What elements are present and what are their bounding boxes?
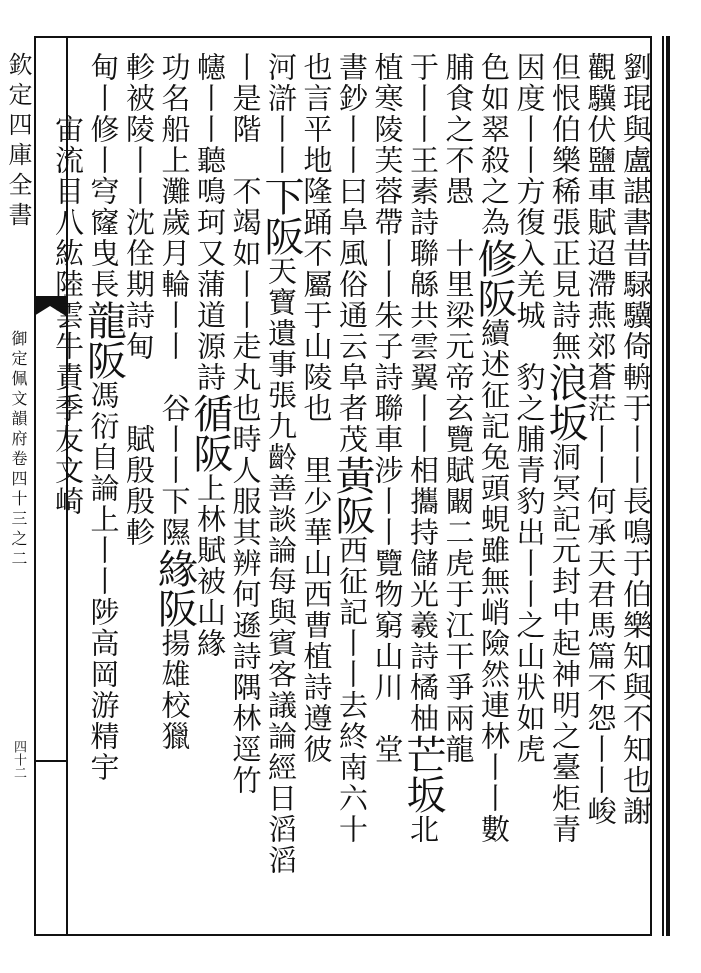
chapter-label: 御定佩文韻府卷四十三之二 <box>9 330 28 570</box>
text-column <box>258 52 304 876</box>
text-segment <box>300 424 334 455</box>
text-segment <box>51 52 85 83</box>
headword: 龍阪 <box>80 300 127 380</box>
text-segment: 不竭如丨丨走丸也時人服其辨何遜詩隅林逕竹 <box>228 176 263 796</box>
text-segment <box>158 362 192 393</box>
text-column <box>542 52 588 845</box>
headword: 緣阪 <box>151 548 198 628</box>
text-segment: 宙流目八紘陸雲牛責季友文崎 <box>51 114 85 517</box>
text-segment: 觀驥伏鹽車賦迢滯燕郊蒼茫丨丨何承天君馬篇不怨丨丨峻 <box>583 52 618 827</box>
headword: 循阪 <box>187 393 233 473</box>
page-number-rule <box>34 760 66 762</box>
text-segment <box>371 703 405 734</box>
text-segment: 丨是階 <box>228 52 263 145</box>
text-segment: 脯食之不愚 <box>441 52 476 207</box>
text-column <box>370 52 406 765</box>
text-segment: 十里梁元帝玄覽賦闞二虎于江干爭兩龍 <box>441 238 476 765</box>
text-segment: 北 <box>406 814 440 845</box>
text-segment: 上林賦被山緣 <box>193 473 227 659</box>
text-segment: 續述征記兔頭蜆雖無峭險然連林丨丨數 <box>477 318 511 845</box>
text-segment <box>122 362 156 393</box>
text-segment: 賦殷殷軫 <box>122 424 156 548</box>
text-segment: 軫被陵丨丨沈佺期詩甸 <box>122 52 156 362</box>
headword: 芒坂 <box>400 734 446 814</box>
text-segment: 甸丨修丨穹窿曳長 <box>86 52 121 300</box>
text-segment: 馮衍自論上丨丨陟高岡游精宇 <box>86 380 121 783</box>
headword: 黃阪 <box>329 455 375 535</box>
text-column <box>299 52 335 765</box>
headword: 下阪 <box>258 176 304 256</box>
text-column <box>329 52 375 845</box>
text-column <box>618 52 654 827</box>
text-column <box>50 52 86 517</box>
text-segment: 豹之脯青豹出丨丨之山狀如虎 <box>512 362 547 765</box>
text-segment: 功名船上灘歲月輪丨丨 <box>157 52 192 362</box>
text-column <box>441 52 477 765</box>
text-segment: 揚雄校獵 <box>157 628 192 752</box>
text-column <box>400 52 446 845</box>
text-segment <box>122 393 156 424</box>
text-segment: 里少華山西曹植詩遵彼 <box>299 455 334 765</box>
text-segment: 于丨丨王素詩聯緜共雲翼丨丨相攜持儲光羲詩橘柚 <box>406 52 440 734</box>
text-segment: 色如翠殺之為 <box>477 52 511 238</box>
text-segment: 但恨伯樂稀張正見詩無 <box>548 52 582 362</box>
text-column <box>471 52 517 845</box>
text-segment: 河滸丨丨 <box>264 52 298 176</box>
text-column <box>80 52 127 783</box>
text-segment: 書鈔丨丨曰阜風俗通云阜者茂 <box>335 52 369 455</box>
headword: 浪坂 <box>542 362 588 442</box>
text-column <box>151 52 198 752</box>
text-segment: 天寶遺事張九齡善談論每與賓客議論經日滔滔 <box>264 256 298 876</box>
right-border <box>662 36 670 936</box>
text-segment: 也言平地隆踊不屬于山陵也 <box>299 52 334 424</box>
text-column <box>512 52 548 765</box>
text-segment <box>513 331 547 362</box>
text-segment: 劉琨與盧諶書昔騄驥倚輈于丨丨長鳴于伯樂知與不知也謝 <box>619 52 653 827</box>
text-segment: 洞冥記元封中起神明之臺炬青 <box>548 442 582 845</box>
text-segment: 幰丨丨聽鳴珂又蒲道源詩 <box>193 52 227 393</box>
page-number: 四十二 <box>11 740 26 779</box>
text-segment: 植寒陵芙蓉帶丨丨朱子詩聯車涉丨丨覽物窮山川 <box>370 52 405 703</box>
text-segment <box>442 207 476 238</box>
text-segment: 西征記丨丨去終南六十 <box>335 535 369 845</box>
headword: 修阪 <box>471 238 517 318</box>
text-segment: 谷丨丨下隰 <box>157 393 192 548</box>
book-title: 欽定四庫全書 <box>4 52 32 232</box>
text-segment <box>51 83 85 114</box>
text-segment <box>229 145 263 176</box>
text-segment: 堂 <box>370 734 405 765</box>
text-segment: 因度丨丨方復入羌城 <box>512 52 547 331</box>
